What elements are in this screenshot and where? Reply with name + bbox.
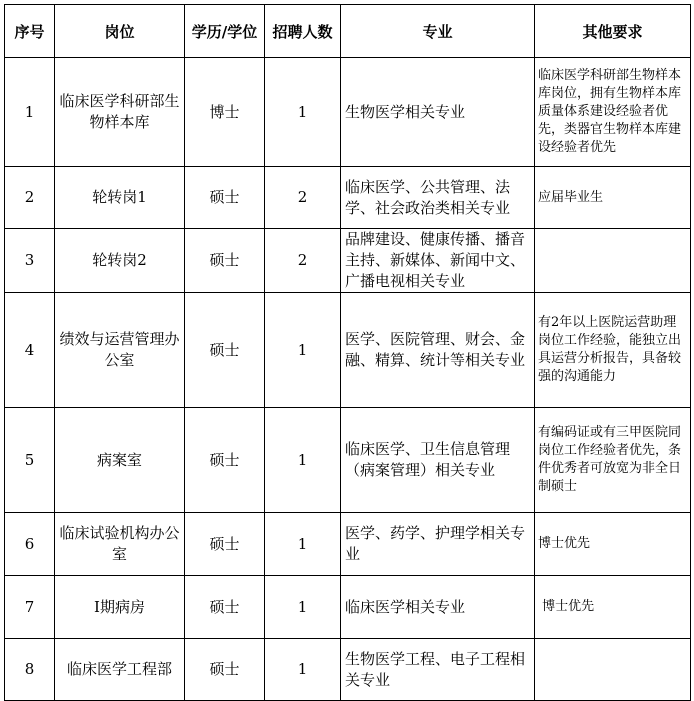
row-degree: 硕士 xyxy=(185,167,265,229)
table-row xyxy=(5,229,691,293)
row-major: 生物医学相关专业 xyxy=(341,58,535,167)
row-requirements xyxy=(535,229,691,293)
row-no: 4 xyxy=(5,293,55,408)
row-no: 8 xyxy=(5,639,55,701)
row-requirements xyxy=(535,639,691,701)
row-degree: 硕士 xyxy=(185,408,265,513)
row-post: 绩效与运营管理办公室 xyxy=(55,293,185,408)
row-requirements: 应届毕业生 xyxy=(535,167,691,229)
row-no: 5 xyxy=(5,408,55,513)
row-no: 3 xyxy=(5,229,55,293)
row-post: 轮转岗2 xyxy=(55,229,185,293)
row-count: 1 xyxy=(265,408,341,513)
row-requirements: 有编码证或有三甲医院同岗位工作经验者优先，条件优秀者可放宽为非全日制硕士 xyxy=(535,408,691,513)
row-major: 品牌建设、健康传播、播音主持、新媒体、新闻中文、广播电视相关专业 xyxy=(341,229,535,293)
table-row xyxy=(5,513,691,576)
row-post: 临床试验机构办公室 xyxy=(55,513,185,576)
row-count: 2 xyxy=(265,229,341,293)
row-post: 轮转岗1 xyxy=(55,167,185,229)
row-post: 病案室 xyxy=(55,408,185,513)
row-requirements: 临床医学科研部生物样本库岗位，拥有生物样本库质量体系建设经验者优先，类器官生物样本库建设经验者优先 xyxy=(535,58,691,167)
row-degree: 硕士 xyxy=(185,229,265,293)
row-count: 1 xyxy=(265,639,341,701)
row-requirements: 博士优先 xyxy=(535,576,691,639)
row-no: 6 xyxy=(5,513,55,576)
header-count: 招聘人数 xyxy=(265,5,341,58)
table-row xyxy=(5,293,691,408)
table-row xyxy=(5,167,691,229)
row-degree: 博士 xyxy=(185,58,265,167)
table-row xyxy=(5,408,691,513)
row-count: 1 xyxy=(265,293,341,408)
header-no: 序号 xyxy=(5,5,55,58)
row-count: 1 xyxy=(265,513,341,576)
header-row xyxy=(5,5,691,58)
row-major: 生物医学工程、电子工程相关专业 xyxy=(341,639,535,701)
row-degree: 硕士 xyxy=(185,576,265,639)
row-no: 1 xyxy=(5,58,55,167)
row-count: 1 xyxy=(265,576,341,639)
row-degree: 硕士 xyxy=(185,293,265,408)
header-requirements: 其他要求 xyxy=(535,5,691,58)
row-degree: 硕士 xyxy=(185,639,265,701)
recruitment-table xyxy=(4,4,691,701)
row-no: 2 xyxy=(5,167,55,229)
row-major: 临床医学、卫生信息管理（病案管理）相关专业 xyxy=(341,408,535,513)
table-row xyxy=(5,58,691,167)
row-major: 临床医学相关专业 xyxy=(341,576,535,639)
header-post: 岗位 xyxy=(55,5,185,58)
header-major: 专业 xyxy=(341,5,535,58)
header-degree: 学历/学位 xyxy=(185,5,265,58)
row-count: 2 xyxy=(265,167,341,229)
row-no: 7 xyxy=(5,576,55,639)
row-post: 临床医学科研部生物样本库 xyxy=(55,58,185,167)
row-major: 临床医学、公共管理、法学、社会政治类相关专业 xyxy=(341,167,535,229)
row-requirements: 博士优先 xyxy=(535,513,691,576)
table-row xyxy=(5,576,691,639)
row-major: 医学、医院管理、财会、金融、精算、统计等相关专业 xyxy=(341,293,535,408)
row-post: Ⅰ期病房 xyxy=(55,576,185,639)
row-major: 医学、药学、护理学相关专业 xyxy=(341,513,535,576)
row-degree: 硕士 xyxy=(185,513,265,576)
row-requirements: 有2年以上医院运营助理岗位工作经验，能独立出具运营分析报告，具备较强的沟通能力 xyxy=(535,293,691,408)
row-post: 临床医学工程部 xyxy=(55,639,185,701)
row-count: 1 xyxy=(265,58,341,167)
table-row xyxy=(5,639,691,701)
